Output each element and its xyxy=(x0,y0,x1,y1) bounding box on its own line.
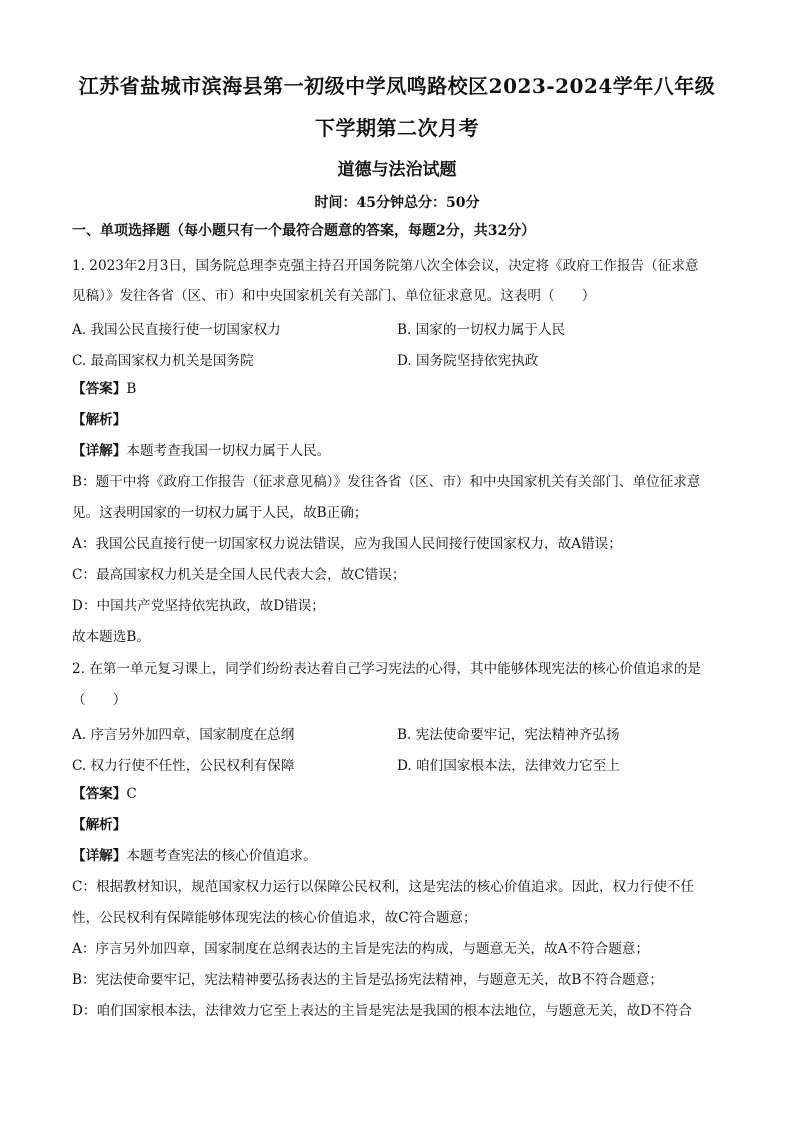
q2-expl-c-line1: C：根据教材知识，规范国家权力运行以保障公民权利，这是宪法的核心价值追求。因此，权力行使不任 xyxy=(72,879,695,895)
q1-option-b: B. 国家的一切权力属于人民 xyxy=(397,322,566,338)
q1-option-c: C. 最高国家权力机关是国务院 xyxy=(72,353,254,369)
q1-analysis xyxy=(72,411,722,429)
q2-analysis-tag: 【解析】 xyxy=(72,817,127,833)
q2-option-d: D. 咱们国家根本法，法律效力它至上 xyxy=(397,758,620,774)
q2-option-c: C. 权力行使不任性，公民权利有保障 xyxy=(72,758,295,774)
q1-option-a: A. 我国公民直接行使一切国家权力 xyxy=(72,322,281,338)
exam-title-line2: 下学期第二次月考 xyxy=(315,116,479,140)
q2-detail-tag: 【详解】 xyxy=(72,848,127,864)
time-info: 时间：45分钟总分：50分 xyxy=(314,195,480,211)
q2-detail-text: 本题考查宪法的核心价值追求。 xyxy=(126,848,317,864)
q1-answer-value: B xyxy=(126,381,137,397)
q1-detail xyxy=(72,442,722,460)
subject-title: 道德与法治试题 xyxy=(337,160,457,180)
q1-option-d: D. 国务院坚持依宪执政 xyxy=(397,353,539,369)
q2-detail xyxy=(72,847,722,865)
q1-detail-text: 本题考查我国一切权力属于人民。 xyxy=(126,443,331,459)
q1-stem-line2: 见稿）》发往各省（区、市）和中央国家机关有关部门、单位征求意见。这表明（ ） xyxy=(72,288,596,304)
q2-expl-d: D：咱们国家根本法，法律效力它至上表达的主旨是宪法是我国的根本法地位，与题意无关，故D不符合 xyxy=(72,1003,692,1019)
q2-analysis xyxy=(72,816,722,834)
q1-stem-line1: 1. 2023年2月3日，国务院总理李克强主持召开国务院第八次全体会议，决定将《政府工作报告（征求意 xyxy=(72,258,699,274)
q2-option-b: B. 宪法使命要牢记，宪法精神齐弘扬 xyxy=(397,727,620,743)
q1-expl-a: A：我国公民直接行使一切国家权力说法错误，应为我国人民间接行使国家权力，故A错误； xyxy=(72,536,622,552)
q2-stem-line1: 2. 在第一单元复习课上，同学们纷纷表达着自己学习宪法的心得，其中能够体现宪法的核心价值追求的是 xyxy=(72,661,702,677)
q2-answer xyxy=(72,785,722,803)
q2-expl-b: B：宪法使命要牢记，宪法精神要弘扬表达的主旨是弘扬宪法精神，与题意无关，故B不符合题意； xyxy=(72,972,663,988)
q2-expl-c-line2: 性，公民权利有保障能够体现宪法的核心价值追求，故C符合题意； xyxy=(72,910,477,926)
q2-option-a: A. 序言另外加四章，国家制度在总纲 xyxy=(72,727,295,743)
q1-detail-tag: 【详解】 xyxy=(72,443,127,459)
section-heading: 一、单项选择题（每小题只有一个最符合题意的答案，每题2分，共32分） xyxy=(72,223,536,239)
q1-expl-d: D：中国共产党坚持依宪执政，故D错误； xyxy=(72,598,325,614)
exam-title-line1: 江苏省盐城市滨海县第一初级中学凤鸣路校区2023-2024学年八年级 xyxy=(78,74,716,98)
q1-expl-b-line2: 见。这表明国家的一切权力属于人民，故B正确； xyxy=(72,505,368,521)
q2-answer-tag: 【答案】 xyxy=(72,786,127,802)
q2-stem-line2: （ ） xyxy=(72,692,127,708)
q1-answer-tag: 【答案】 xyxy=(72,381,127,397)
q1-expl-c: C：最高国家权力机关是全国人民代表大会，故C错误； xyxy=(72,567,406,583)
q1-expl-b-line1: B：题干中将《政府工作报告（征求意见稿）》发往各省（区、市）和中央国家机关有关部门、单位征求意 xyxy=(72,474,701,490)
q2-answer-value: C xyxy=(126,786,137,802)
q1-analysis-tag: 【解析】 xyxy=(72,412,127,428)
q1-conclusion: 故本题选B。 xyxy=(72,629,150,645)
q2-expl-a: A：序言另外加四章，国家制度在总纲表达的主旨是宪法的构成，与题意无关，故A不符合题意； xyxy=(72,941,649,957)
q1-answer xyxy=(72,380,722,398)
